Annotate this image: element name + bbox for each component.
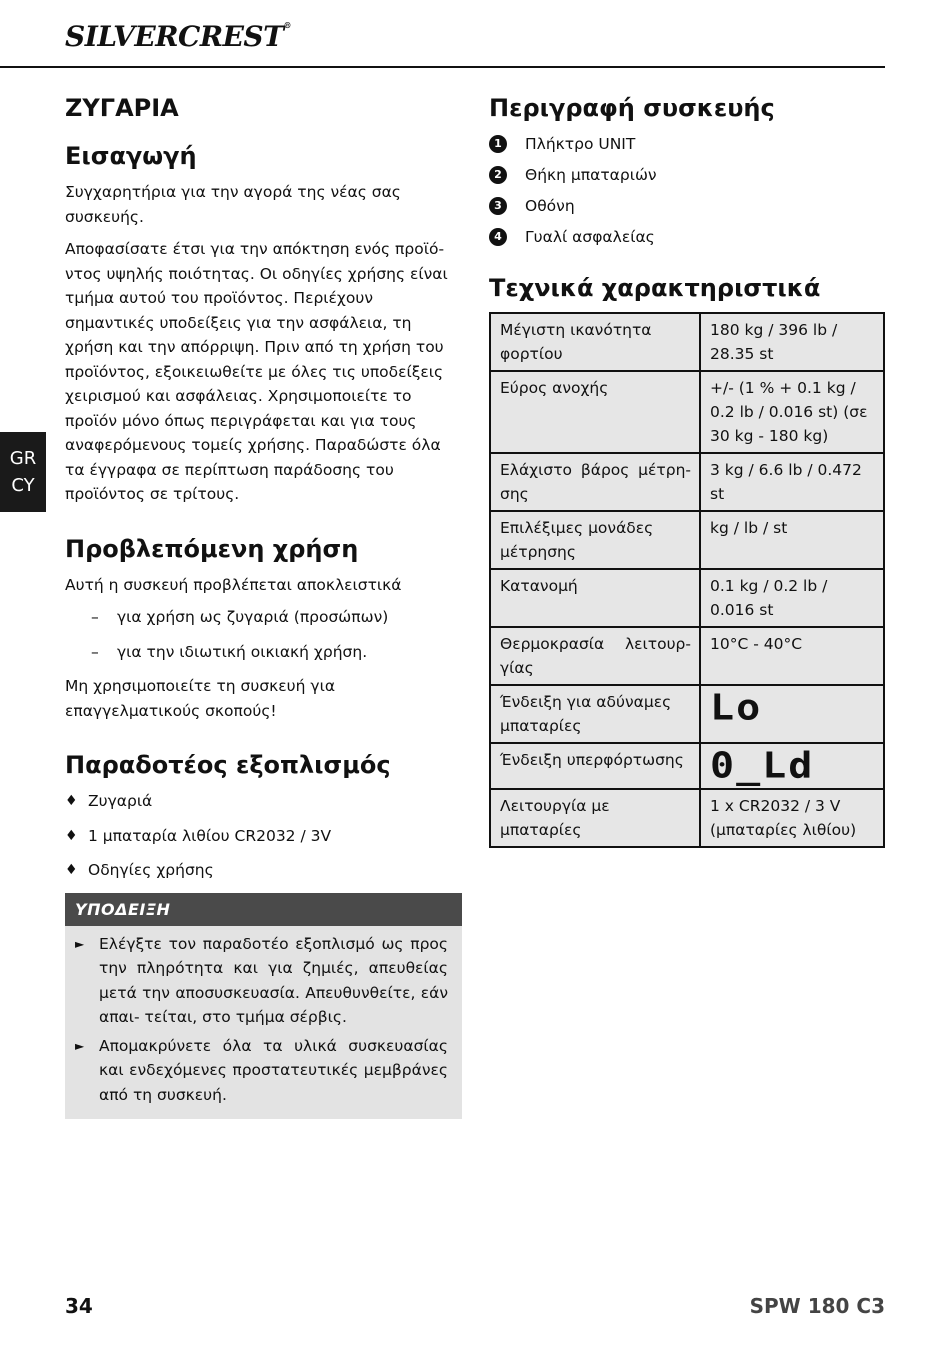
left-column <box>65 92 462 1119</box>
diamond-bullet-icon: ♦ <box>65 793 78 809</box>
note-box <box>65 893 462 1120</box>
spec-key: Επιλέξιμες μονάδες μέτρησης <box>490 511 700 569</box>
spec-key: Θερμοκρασία λειτουρ- γίας <box>490 627 700 685</box>
delivery-section <box>65 749 462 883</box>
spec-key: Μέγιστη ικανότητα φορτίου <box>490 313 700 371</box>
spec-value <box>700 743 884 789</box>
number-badge: 4 <box>489 228 507 246</box>
spec-value: kg / lb / st <box>700 511 884 569</box>
specs-heading: Τεχνικά χαρακτηριστικά <box>489 273 821 302</box>
list-item: ♦ 1 μπαταρία λιθίου CR2032 / 3V <box>65 824 462 849</box>
dash-icon: – <box>91 642 99 661</box>
list-item: ♦ Ζυγαριά <box>65 789 462 814</box>
spec-value: 1 x CR2032 / 3 V (μπαταρίες λιθίου) <box>700 789 884 847</box>
delivery-heading: Παραδοτέος εξοπλισμός <box>65 751 391 779</box>
page-number: 34 <box>65 1294 93 1318</box>
table-row <box>490 313 884 371</box>
table-row <box>490 627 884 685</box>
list-item: ♦ Οδηγίες χρήσης <box>65 858 462 883</box>
spec-value: 10°C - 40°C <box>700 627 884 685</box>
registered-mark: ® <box>283 20 291 30</box>
list-item: 1 Πλήκτρο UNIT <box>489 132 885 157</box>
spec-value: +/- (1 % + 0.1 kg / 0.2 lb / 0.016 st) (σε 30 kg - 180 kg) <box>700 371 884 453</box>
spec-key: Ελάχιστο βάρος μέτρη- σης <box>490 453 700 511</box>
lcd-overload-display: 0_Ld <box>710 744 815 787</box>
arrow-bullet-icon: ► <box>75 1038 85 1053</box>
intro-paragraph-2: Αποφασίσατε έτσι για την απόκτηση ενός προϊό- ντος υψηλής ποιότητας. Οι οδηγίες χρήσης είναι τμήμα αυτού του προϊόντος. Περιέχουν σημαντικές υποδείξεις για την ασφάλεια, τη χρήση και την απόρριψη. Πριν από τη χρήση του προϊόντος, εξοικειωθείτε με όλες τις υποδείξεις χειρισμού και ασφάλειας. Χρησιμοποιείτε το προϊόν μόνο όπως περιγράφεται και για τους αναφερόμενους τομείς χρήσης. Παραδώστε όλα τα έγγραφα σε περίπτωση παράδοσης του προϊόντος σε τρίτους. <box>65 240 448 503</box>
language-tab-line1: GR <box>9 448 37 469</box>
number-badge: 2 <box>489 166 507 184</box>
number-badge: 3 <box>489 197 507 215</box>
note-body <box>65 926 462 1120</box>
delivery-list <box>65 789 462 883</box>
table-row <box>490 371 884 453</box>
intended-use-list <box>65 605 462 664</box>
spec-key: Εύρος ανοχής <box>490 371 700 453</box>
note-item: ► Ελέγξτε τον παραδοτέο εξοπλισμό ως προς την πληρότητα και για ζημιές, απευθείας μετά την αποσυσκευασία. Απευθυνθείτε, εάν απαι- τείται, στο τμήμα σέρβις. <box>75 932 448 1030</box>
specs-table <box>489 312 885 848</box>
right-column <box>489 92 885 848</box>
brand-logo <box>65 20 291 53</box>
spec-value: 180 kg / 396 lb / 28.35 st <box>700 313 884 371</box>
number-badge: 1 <box>489 135 507 153</box>
spec-key: Ένδειξη για αδύναμες μπαταρίες <box>490 685 700 743</box>
lcd-low-battery-display: Lo <box>710 686 763 729</box>
brand-second: CREST <box>178 20 284 53</box>
diamond-bullet-icon: ♦ <box>65 862 78 878</box>
table-row <box>490 511 884 569</box>
spec-value: 3 kg / 6.6 lb / 0.472 st <box>700 453 884 511</box>
table-row <box>490 453 884 511</box>
document-title: ΖΥΓΑΡΙΑ <box>65 94 179 122</box>
table-row <box>490 789 884 847</box>
table-row <box>490 685 884 743</box>
model-number: SPW 180 C3 <box>749 1294 885 1318</box>
intended-use-warning: Μη χρησιμοποιείτε τη συσκευή για επαγγελματικούς σκοπούς! <box>65 677 336 720</box>
note-title: ΥΠΟΔΕΙΞΗ <box>65 893 462 926</box>
spec-key: Κατανομή <box>490 569 700 627</box>
intended-use-section <box>65 533 462 724</box>
language-tab <box>0 432 46 512</box>
table-row <box>490 743 884 789</box>
intended-use-heading: Προβλεπόμενη χρήση <box>65 534 359 563</box>
list-item: – για την ιδιωτική οικιακή χρήση. <box>65 640 462 665</box>
spec-key: Λειτουργία με μπαταρίες <box>490 789 700 847</box>
intended-use-intro: Αυτή η συσκευή προβλέπεται αποκλειστικά <box>65 575 402 594</box>
table-row <box>490 569 884 627</box>
dash-icon: – <box>91 608 99 626</box>
language-tab-line2: CY <box>11 475 35 496</box>
list-item: 2 Θήκη μπαταριών <box>489 163 885 188</box>
description-list <box>489 132 885 250</box>
spec-key: Ένδειξη υπερφόρτωσης <box>490 743 700 789</box>
note-item: ► Απομακρύνετε όλα τα υλικά συσκευασίας και ενδεχόμενες προστατευτικές μεμβράνες από τη συσκευή. <box>75 1034 448 1108</box>
diamond-bullet-icon: ♦ <box>65 827 78 844</box>
brand-main: SILVER <box>65 20 179 53</box>
intro-heading: Εισαγωγή <box>65 142 197 170</box>
spec-value: 0.1 kg / 0.2 lb / 0.016 st <box>700 569 884 627</box>
intro-section <box>65 140 462 507</box>
list-item: – για χρήση ως ζυγαριά (προσώπων) <box>65 605 462 630</box>
list-item: 3 Οθόνη <box>489 194 885 219</box>
list-item: 4 Γυαλί ασφαλείας <box>489 225 885 250</box>
header-rule <box>0 66 885 68</box>
description-heading: Περιγραφή συσκευής <box>489 94 775 122</box>
arrow-bullet-icon: ► <box>75 936 85 951</box>
spec-value <box>700 685 884 743</box>
intro-paragraph-1: Συγχαρητήρια για την αγορά της νέας σας συσκευής. <box>65 183 401 226</box>
